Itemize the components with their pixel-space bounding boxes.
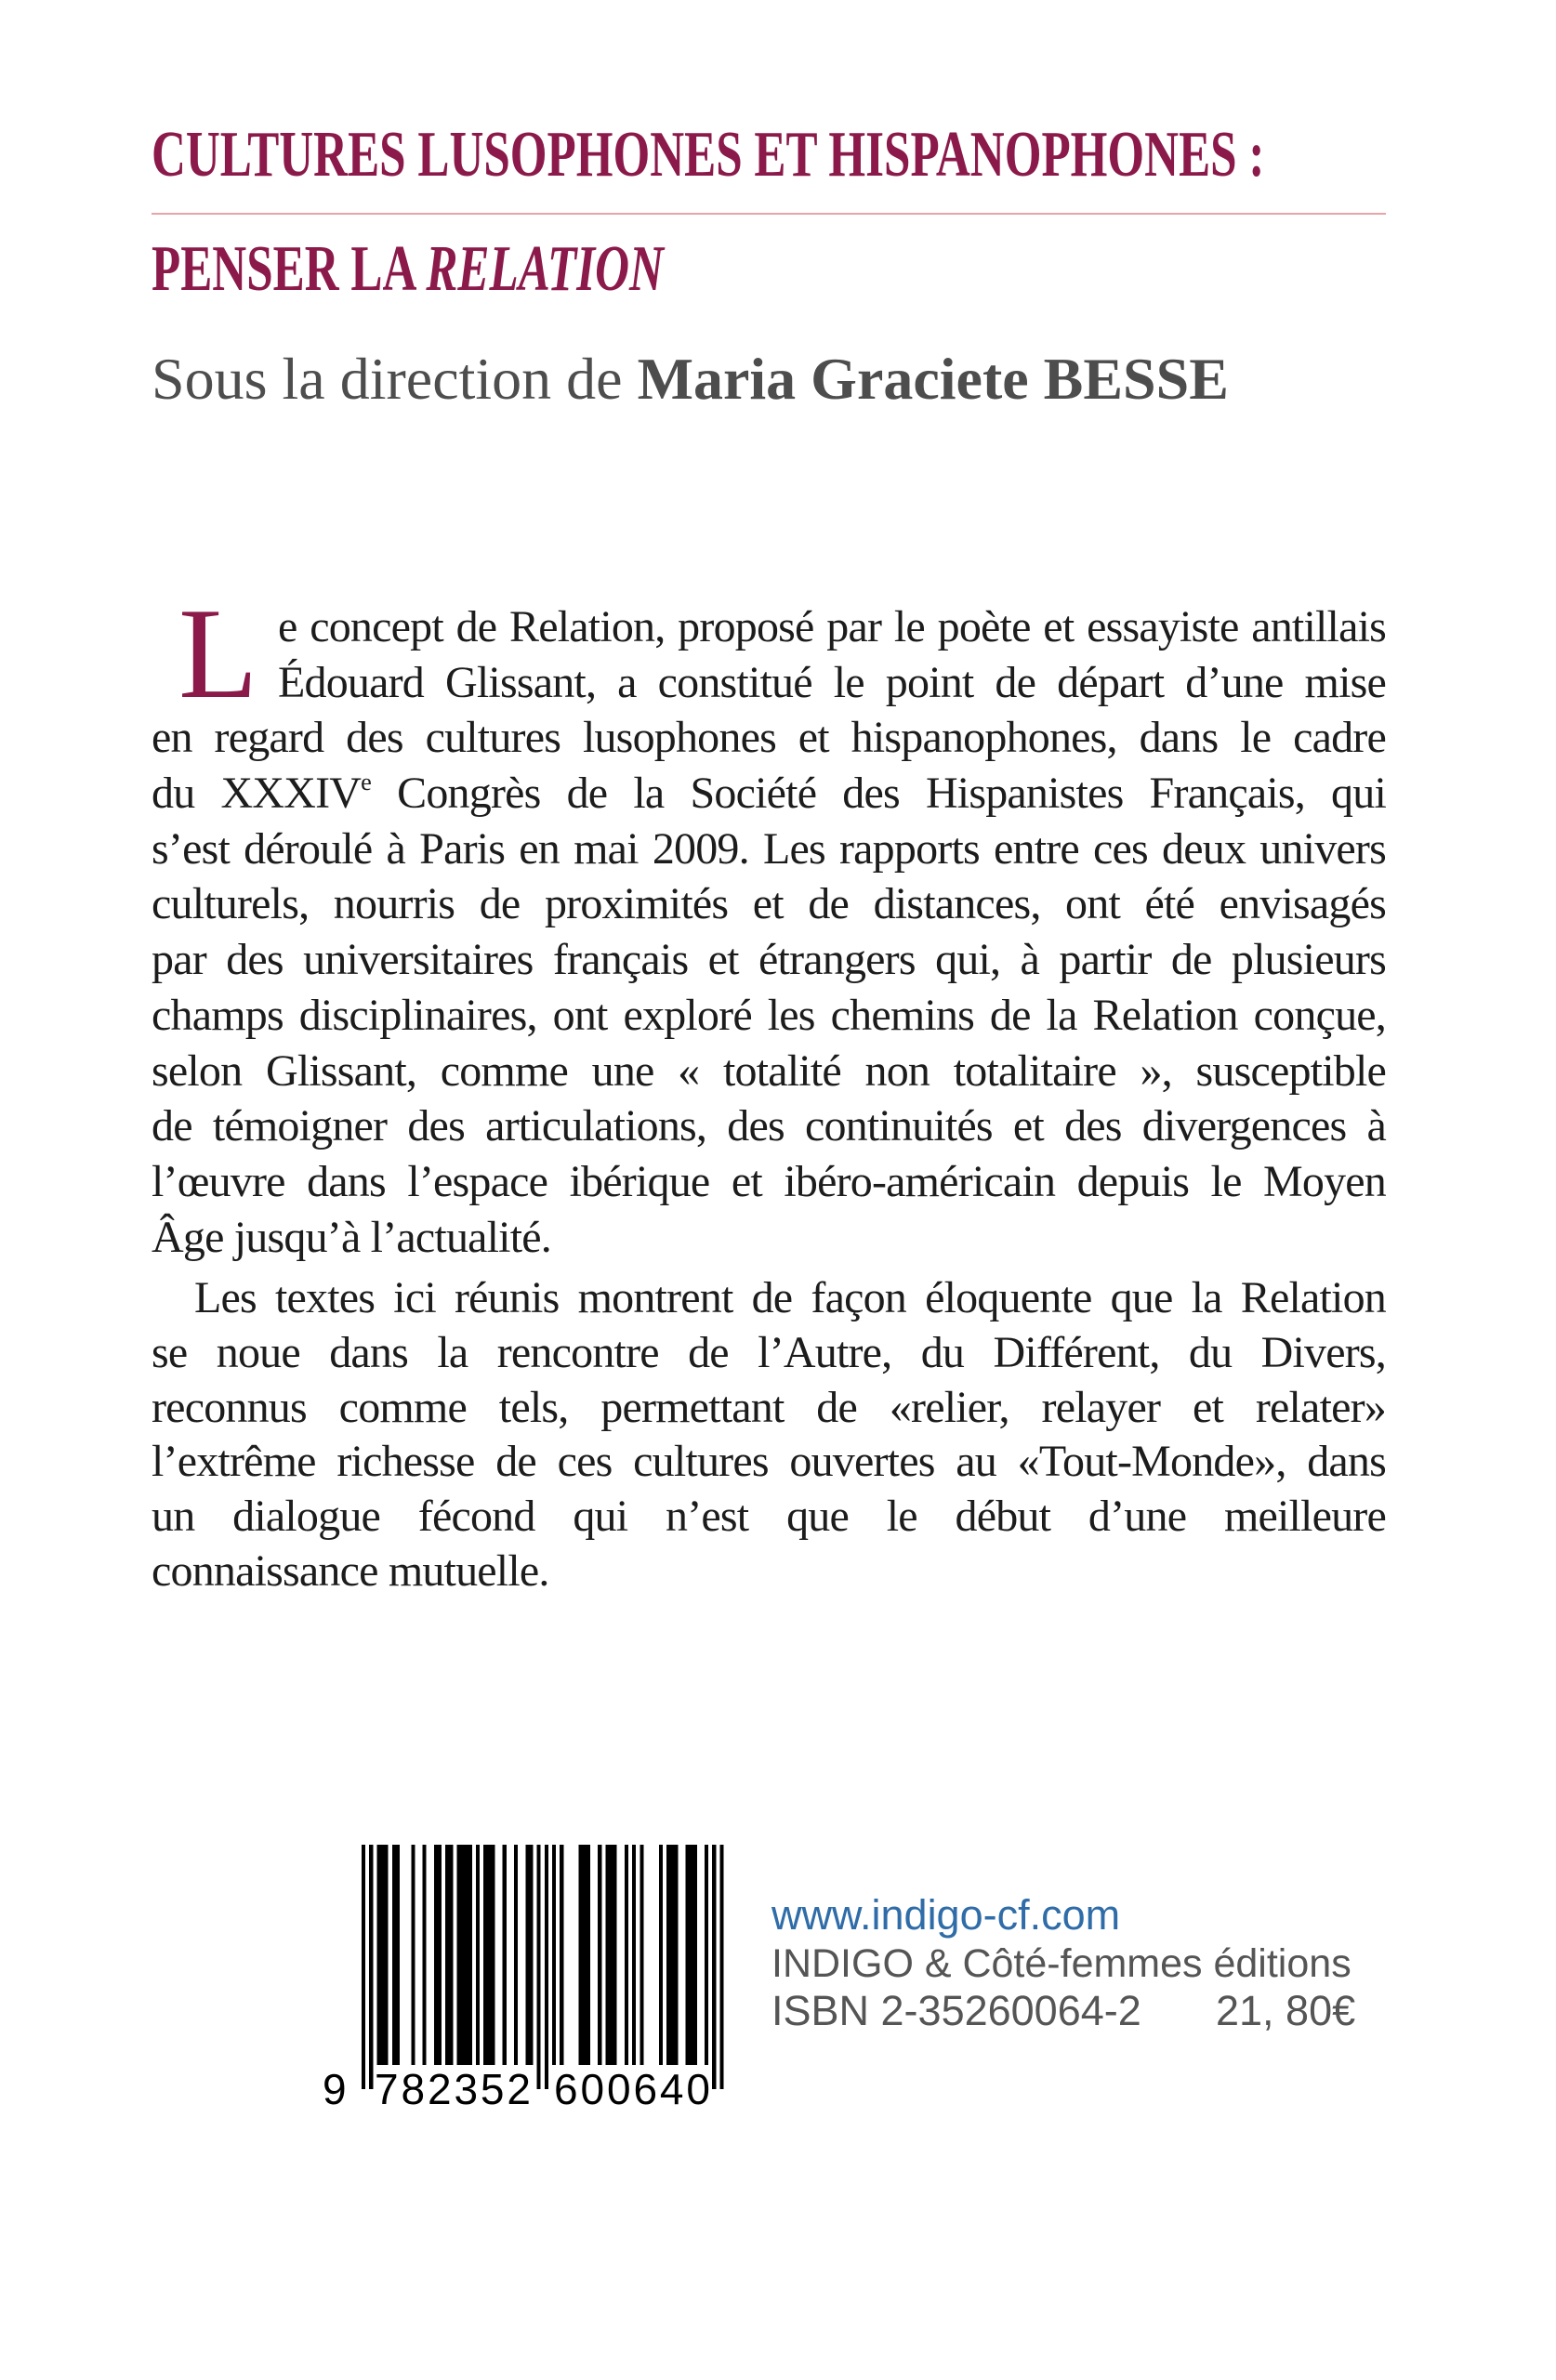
barcode-bar — [579, 1845, 590, 2065]
blurb-line: connaissance mutuelle. — [152, 1545, 549, 1596]
barcode-bar — [640, 1845, 643, 2065]
blurb-line: selon Glissant, comme une « totalité non totalitaire », susceptible — [152, 1045, 1386, 1096]
barcode-guard-bar — [362, 1845, 365, 2089]
drop-cap: L — [178, 582, 258, 726]
blurb-line: culturels, nourris de proximités et de distances, ont été envisagés — [152, 879, 1386, 929]
barcode-bar — [423, 1845, 427, 2065]
isbn-number: ISBN 2-35260064-2 — [771, 1987, 1141, 2034]
barcode-bar — [476, 1845, 480, 2065]
direction-label: Sous la direction de — [152, 346, 638, 412]
blurb-line: Les textes ici réunis montrent de façon éloquente que la Relation — [194, 1273, 1386, 1322]
barcode-bar — [598, 1845, 601, 2065]
editor-name: Maria Graciete BESSE — [637, 346, 1229, 412]
barcode-bar — [625, 1845, 628, 2065]
barcode-bar — [457, 1845, 472, 2065]
barcode-bar — [560, 1845, 563, 2065]
title-divider — [152, 213, 1386, 215]
barcode-bar — [525, 1845, 533, 2065]
barcode-bars — [362, 1845, 724, 2089]
publisher-website: www.indigo-cf.com — [771, 1891, 1121, 1939]
barcode-bar — [503, 1845, 507, 2065]
barcode-bar — [376, 1845, 388, 2065]
blurb-line — [152, 766, 1386, 822]
isbn-barcode — [307, 1831, 744, 2119]
barcode-bar — [445, 1845, 453, 2065]
barcode-bar — [411, 1845, 415, 2065]
line-text: Congrès de la Société des Hispanistes Français, qui — [371, 769, 1386, 819]
barcode-bar — [434, 1845, 442, 2065]
line-text: du XXXIV — [152, 769, 362, 819]
barcode-guard-bar — [712, 1845, 716, 2089]
blurb-line: reconnus comme tels, permettant de «relier, relayer et relater» — [152, 1382, 1386, 1432]
blurb-paragraph-1 — [152, 599, 1386, 1265]
blurb-line: Édouard Glissant, a constitué le point de départ d’une mise — [278, 657, 1386, 707]
barcode-guard-bar — [537, 1845, 541, 2089]
barcode-digits-left: 782352 — [375, 2065, 531, 2113]
publisher-name: INDIGO & Côté-femmes éditions — [771, 1941, 1352, 1986]
blurb-paragraph-2 — [152, 1271, 1386, 1599]
title-line-1: CULTURES LUSOPHONES ET HISPANOPHONES : — [152, 119, 1265, 191]
blurb-line: par des universitaires français et étrangers qui, à partir de plusieurs — [152, 935, 1386, 985]
barcode-digit-system: 9 — [323, 2065, 347, 2113]
barcode-bar — [605, 1845, 616, 2065]
barcode-bar — [552, 1845, 556, 2065]
barcode-bar — [705, 1845, 708, 2065]
title-line-2 — [152, 233, 664, 305]
blurb-line: de témoigner des articulations, des continuités et des divergences à — [152, 1101, 1386, 1151]
blurb-line: l’extrême richesse de ces cultures ouvertes au «Tout-Monde», dans — [152, 1437, 1386, 1487]
barcode-digits-right: 600640 — [554, 2065, 710, 2113]
editor-credit — [152, 346, 1229, 412]
blurb-line: en regard des cultures lusophones et hispanophones, dans le cadre — [152, 713, 1386, 763]
barcode-bar — [666, 1845, 678, 2065]
blurb-line: Âge jusqu’à l’actualité. — [152, 1212, 551, 1262]
barcode-bar — [392, 1845, 400, 2065]
barcode-bar — [514, 1845, 518, 2065]
ordinal-superscript: e — [361, 768, 372, 796]
barcode-bar — [659, 1845, 663, 2065]
barcode-guard-bar — [369, 1845, 373, 2089]
barcode-guard-bar — [545, 1845, 548, 2089]
barcode-guard-bar — [719, 1845, 723, 2089]
blurb-line: s’est déroulé à Paris en mai 2009. Les rapports entre ces deux univers — [152, 823, 1386, 874]
blurb-line: champs disciplinaires, ont exploré les chemins de la Relation conçue, — [152, 990, 1386, 1040]
price-label: 21, 80€ — [1216, 1987, 1356, 2034]
title-italic-word: RELATION — [426, 233, 664, 305]
title-prefix: PENSER LA — [152, 233, 427, 305]
blurb-line: un dialogue fécond qui n’est que le début d’une meilleure — [152, 1492, 1386, 1542]
blurb-line: e concept de Relation, proposé par le poète et essayiste antillais — [278, 602, 1386, 651]
barcode-bar — [686, 1845, 697, 2065]
barcode-bar — [632, 1845, 636, 2065]
blurb-line: se noue dans la rencontre de l’Autre, du Différent, du Divers, — [152, 1327, 1386, 1377]
barcode-bar — [483, 1845, 494, 2065]
blurb-line: l’œuvre dans l’espace ibérique et ibéro-américain depuis le Moyen — [152, 1156, 1386, 1206]
